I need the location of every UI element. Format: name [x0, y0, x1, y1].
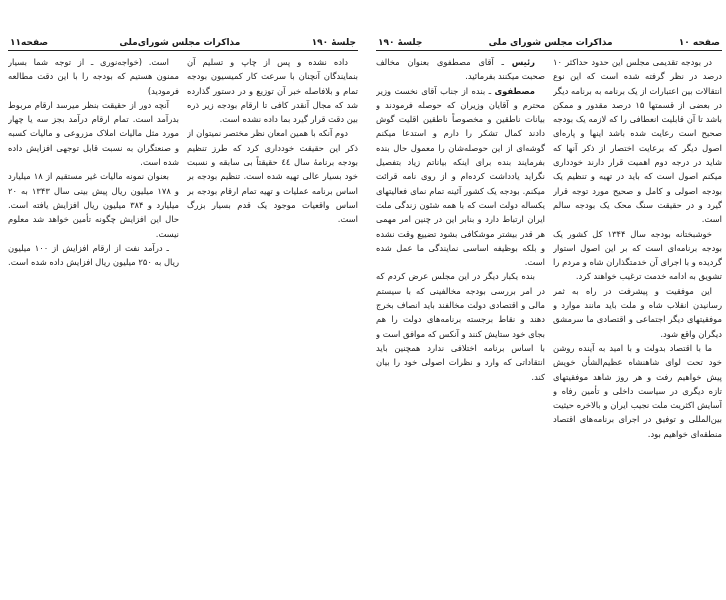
text-column — [187, 55, 358, 591]
paragraph: این موفقیت و پیشرفت در راه به ثمر رسانیدن انقلاب شاه و ملت باید مانند موارد و موفقیتهای دیگر اجتماعی و اقتصادی ما سرمشق دیگران واقع شود. — [553, 285, 722, 339]
page-number: صفحه ۱۰ — [678, 38, 720, 48]
speaker-name: مصطفوی — [494, 85, 535, 96]
paragraph: آنچه دور از حقیقت بنظر میرسد ارقام مربوط بدرآمد است. تمام ارقام درآمد بجز سه یا چهار مورد مثل مالیات املاک مزروعی و مالیات کسبه و صنعتگران به نسبت قابل توجهی افزایش داده شده است. — [8, 99, 179, 168]
text-column — [8, 55, 179, 591]
paragraph: مصطفوی ـ بنده از جناب آقای نخست وزیر محترم و آقایان وزیران که حوصله فرمودند و بیانات ناطقین و مخصوصاً ناطقین اقلیت گوش دادند کمال تشکر را دارم و استدعا میکنم گوشه‌ای از این حوصله‌شان را معمول حال بنده بفرمایند بنده برای اینکه بیاناتم زیاد بتفصیل نگراید یادداشت کرده‌ام و از روی نامه قرائت میکنم. بودجه یک کشور آئینه تمام نمای فعالیتهای یکساله دولت است که با همه شئون زندگی ملت ایران ارتباط دارد و بنابر این در چنین امر مهمی هر قدر بیشتر موشکافی بشود تضییع وقت نشده و بلکه بوظیفه اساسی نمایندگی ما عمل شده است. — [376, 85, 545, 268]
session-number: جلسهٔ ۱۹۰ — [378, 38, 423, 48]
page-number: صفحه۱۱ — [10, 38, 49, 48]
running-title: مذاکرات مجلس شورای‌ملی — [119, 38, 241, 48]
paragraph: خوشبختانه بودجه سال ۱۳۴۴ کل کشور یک بودجه برنامه‌ای است که بر این اصول استوار گردیده و با اجرای آن خدمتگذاران شاه و مردم را تشویق به ادامه خدمت ترغیب خواهند کرد. — [553, 228, 722, 282]
page-header — [376, 36, 722, 51]
speaker-name: رئیس — [511, 57, 535, 67]
session-number: جلسهٔ ۱۹۰ — [311, 38, 356, 48]
running-title: مذاکرات مجلس شورای ملی — [488, 38, 613, 48]
text-column — [553, 55, 722, 591]
paragraph: بنده یکبار دیگر در این مجلس عرض کردم که در امر بررسی بودجه مخالفینی که با سیستم مالی و اقتصادی دولت مخالفند باید انصاف بخرج دهند و نقاط برجسته برنامه‌های دولت را هم بجای خود ستایش کنند و آنکس که موافق است و با اساس برنامه اختلافی ندارد همچنین باید انتقاداتی که وارد و نظرات اصولی خود را بیان کند. — [376, 271, 545, 382]
page-header — [8, 36, 358, 51]
paragraph: بعنوان نمونه مالیات غیر مستقیم از ۱۸ میلیارد و ۱۷۸ میلیون ریال پیش بینی سال ۱۳۴۳ به ۲۰ میلیارد و ۳۸۴ میلیون ریال افزایش یافته است. حال این افزایش چگونه تأمین خواهد شد معلوم نیست. — [8, 171, 179, 239]
paragraph: رئیس ـ آقای مصطفوی بعنوان مخالف صحبت میکنند بفرمائید. — [376, 57, 545, 82]
text-column — [376, 55, 545, 591]
paragraph: در بودجه تقدیمی مجلس این حدود حداکثر ۱۰ درصد در نظر گرفته شده است که این نوع انتقالات بین اعتبارات از یک برنامه به برنامه دیگر در بعضی از قسمتها ۱۵ درصد مقدور و ممکن باشد تا آن قابلیت انعطافی را که لازمه یک بودجه صحیح است رعایت شده باشد اینها و پاره‌ای اصول دیگر که برعایت اختصار از ذکر آنها که شاید در درجه دوم اهمیت قرار دارند خودداری میکنم اصول است که باید در تهیه و تنظیم یک بودجه اصولی و کامل و صحیح مورد توجه قرار گیرد و در حقیقت سنگ محک یک بودجه سالم است. — [553, 57, 722, 225]
paragraph: دوم آنکه با همین امعان نظر مختصر نمیتوان از ذکر این حقیقت خودداری کرد که طرز تنظیم بودجه برنامهٔ سال ٤٤ حقیقتاً بی سابقه و نسبت خود بسیار عالی تهیه شده است. تنظیم بودجه بر اساس برنامه عملیات و تهیه تمام ارقام بودجه بر اساس واقعیات موجود یک قدم بسیار بزرگ است. — [187, 128, 358, 225]
left-page — [8, 36, 358, 592]
paragraph: ما با اقتصاد بدولت و با امید به آینده روشن خود تحت لوای شاهنشاه عظیم‌الشأن خویش پیش خواهیم رفت و هر روز شاهد موفقیتهای تازه دیگری در سیاست داخلی و تأمین رفاه و آسایش اکثریت ملت نجیب ایران و بالاخره حیثیت بین‌المللی و توفیق در اجرای برنامه‌های اقتصاد منطقه‌ای خواهیم بود. — [553, 342, 722, 439]
paragraph: ـ درآمد نفت از ارقام افزایش از ۱۰۰ میلیون ریال به ۲۵۰ میلیون ریال افزایش داده شده است. — [8, 242, 179, 268]
right-page — [376, 36, 722, 592]
paragraph: است. (خواجه‌نوری ـ از توجه شما بسیار ممنون هستیم که بودجه را با این دقت مطالعه فرمودید) — [8, 57, 179, 96]
paragraph: داده نشده و پس از چاپ و تسلیم آن بنمایندگان آنچنان با سرعت کار کمیسیون بودجه تمام و بلافاصله خبر آن توزیع و در دستور گذارده شد که مجال آنقدر کافی تا ارقام بودجه زیر ذره بین دقت قرار گیرد بما داده نشده است. — [187, 57, 358, 125]
